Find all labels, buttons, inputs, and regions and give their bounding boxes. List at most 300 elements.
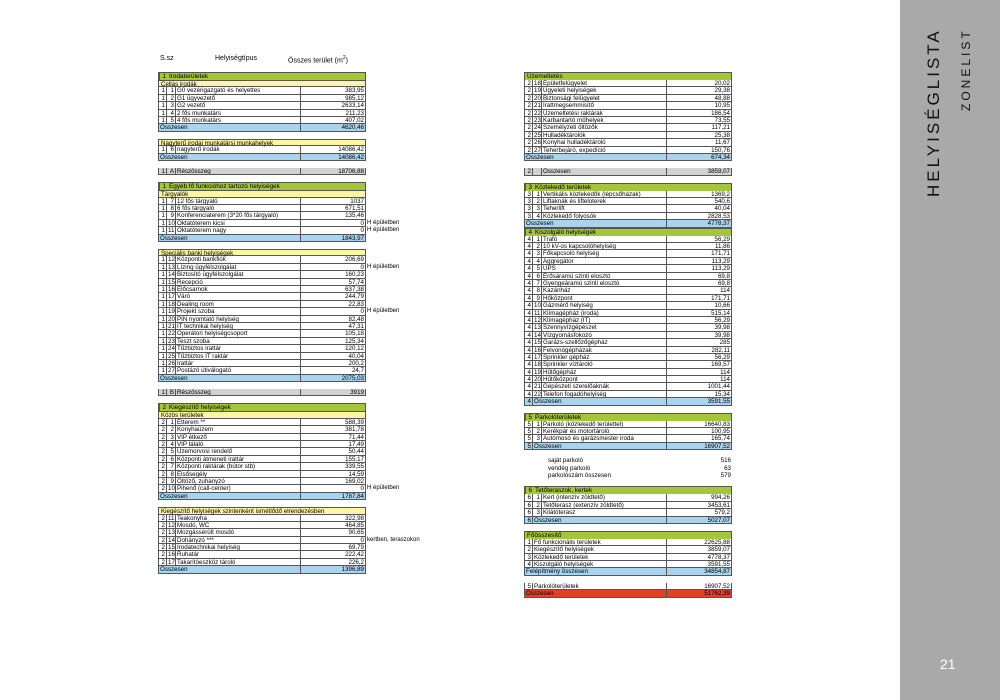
row-number-2: 5 bbox=[166, 117, 175, 123]
section-number: 2 bbox=[159, 404, 167, 411]
row-name: Felvonógépházak bbox=[541, 347, 666, 353]
row-name: Konferenciaterem (3*20 fős tárgyaló) bbox=[175, 212, 300, 218]
section-header bbox=[524, 486, 732, 494]
row-number-1: 2 bbox=[524, 132, 532, 138]
table-row bbox=[524, 509, 732, 516]
row-number-1: 1 bbox=[158, 146, 166, 152]
table-row bbox=[158, 367, 366, 374]
section-header bbox=[524, 72, 732, 80]
row-number-1: 1 bbox=[158, 95, 166, 101]
table-row bbox=[524, 250, 732, 257]
row-value: 1843,97 bbox=[300, 235, 366, 241]
spacer bbox=[158, 382, 366, 389]
row-number-2: 9 bbox=[532, 295, 541, 301]
row-name: VIP étkező bbox=[175, 434, 300, 440]
table-row bbox=[524, 354, 732, 361]
parking-value: 516 bbox=[720, 457, 731, 465]
row-name: Részösszeg bbox=[175, 168, 300, 174]
right-column bbox=[524, 72, 732, 598]
row-number-2: 13 bbox=[534, 324, 541, 331]
table-row bbox=[524, 280, 732, 287]
row-value: 3453,61 bbox=[666, 502, 732, 508]
parking-count-row bbox=[524, 465, 732, 472]
row-name: Vízgyomásfokozó bbox=[541, 332, 666, 338]
row-number-2: 3 bbox=[166, 102, 175, 108]
row-name: Gépészeti szerelőaknák bbox=[541, 383, 666, 389]
total-row bbox=[524, 154, 732, 161]
row-number-2: 1 bbox=[532, 191, 541, 197]
row-number-1: 1 bbox=[158, 205, 166, 211]
row-name: Kiegészítő helyiségek bbox=[532, 546, 666, 552]
row-number-1: 2 bbox=[158, 515, 166, 521]
table-row bbox=[158, 441, 366, 448]
row-name: Dealing room bbox=[175, 301, 300, 307]
row-number-1: 4 bbox=[524, 302, 532, 308]
table-row bbox=[158, 95, 366, 102]
row-value: 24,7 bbox=[300, 367, 366, 373]
row-number-2: 1 bbox=[532, 236, 541, 242]
section-label: Kiszolgáló helyiségek bbox=[535, 228, 597, 236]
row-number-2: 26 bbox=[534, 139, 541, 146]
row-number-2: 5 bbox=[166, 448, 175, 454]
row-number-2: 13 bbox=[168, 263, 175, 271]
row-name: Klímagépház (iroda) bbox=[541, 310, 666, 316]
row-number-1: 3 bbox=[524, 191, 532, 197]
total-row bbox=[524, 398, 732, 405]
row-name: Hőközpont bbox=[541, 295, 666, 301]
row-name: Ügyeleti helyiségek bbox=[541, 87, 666, 93]
row-number-1: 2 bbox=[524, 147, 532, 153]
table-row bbox=[158, 219, 400, 227]
row-number-1: 4 bbox=[524, 561, 532, 567]
row-name: IT technikai helyiség bbox=[175, 323, 300, 329]
table-row bbox=[524, 102, 732, 109]
row-number-1: 3 bbox=[524, 205, 532, 211]
row-number-1: 6 bbox=[524, 502, 532, 508]
row-number-2: 12 bbox=[168, 256, 175, 263]
row-name: Gyengeáramú szinti elosztó bbox=[541, 280, 666, 286]
row-value: 25,38 bbox=[666, 132, 732, 138]
section-number: 1 bbox=[159, 73, 167, 80]
table-row bbox=[524, 539, 732, 546]
row-number-2 bbox=[532, 168, 541, 174]
row-value: 125,34 bbox=[300, 338, 366, 344]
row-number-1: 1 bbox=[158, 301, 166, 307]
section-label: Egyéb fő funkcióhoz tartozó helyiségek bbox=[169, 183, 280, 191]
row-number-1: 4 bbox=[524, 295, 532, 301]
row-number-1: 4 bbox=[524, 347, 532, 353]
row-name: Étterem ** bbox=[175, 419, 300, 425]
row-name: Személyzeti öltözők bbox=[541, 124, 666, 130]
row-number-1: 4 bbox=[524, 287, 532, 293]
table-row bbox=[158, 448, 366, 455]
row-name: Összesen bbox=[158, 154, 300, 160]
row-number-1: 2 bbox=[524, 102, 532, 108]
row-number-2: 11 bbox=[534, 309, 541, 316]
section-number: 6 bbox=[525, 487, 533, 494]
row-number-1: 4 bbox=[524, 280, 532, 286]
row-value: 40,04 bbox=[666, 205, 732, 211]
section-number: 3 bbox=[525, 184, 533, 191]
table-row bbox=[524, 369, 732, 376]
table-row bbox=[158, 316, 366, 323]
table-row bbox=[524, 124, 732, 131]
row-value: 16907,52 bbox=[666, 583, 732, 589]
row-name: Teherlift bbox=[541, 205, 666, 211]
row-number-2: 6 bbox=[532, 273, 541, 279]
row-name: Összesen bbox=[524, 154, 666, 160]
row-number-2: 8 bbox=[166, 205, 175, 211]
row-value: 69,8 bbox=[666, 280, 732, 286]
row-number-1: 1 bbox=[158, 271, 166, 277]
table-row bbox=[158, 301, 366, 308]
table-row bbox=[524, 191, 732, 198]
row-number-2: 10 bbox=[534, 302, 541, 309]
row-number-1: 1 bbox=[158, 87, 166, 93]
row-number-1: 1 bbox=[158, 293, 166, 299]
row-value: 169,02 bbox=[300, 478, 366, 484]
row-name: Közlekedő folyosók bbox=[541, 213, 666, 219]
row-number-2: 4 bbox=[532, 213, 541, 219]
row-name: Összesen bbox=[158, 124, 300, 130]
row-name: Összesen bbox=[158, 375, 300, 381]
section-number: 5 bbox=[525, 414, 533, 421]
row-number-2: B bbox=[166, 389, 175, 395]
row-number-1: 6 bbox=[524, 517, 532, 523]
row-number-1: 1 bbox=[158, 198, 166, 204]
row-name: Kert (intenzív zöldtető) bbox=[541, 494, 666, 500]
row-number-2: 10 bbox=[168, 219, 175, 227]
row-name: Recepció bbox=[175, 279, 300, 285]
row-value: 29,38 bbox=[666, 87, 732, 93]
table-row bbox=[158, 478, 366, 485]
row-number-1: 1 bbox=[158, 367, 166, 373]
row-number-1: 2 bbox=[158, 559, 166, 565]
row-number-1: 1 bbox=[158, 316, 166, 322]
row-name: Dohányzó *** bbox=[175, 537, 300, 543]
total-row bbox=[524, 168, 732, 175]
sidebar-subtitle: ZONELIST bbox=[959, 28, 973, 111]
table-row bbox=[524, 147, 732, 154]
table-row bbox=[158, 529, 366, 536]
section-label: Üzemeltetés bbox=[527, 73, 563, 80]
table-row bbox=[158, 205, 366, 212]
row-number-2: 6 bbox=[166, 456, 175, 462]
row-name: Sprinkler víztároló bbox=[541, 361, 666, 367]
row-name: G1 ügyvezető bbox=[175, 95, 300, 101]
row-number-2: 16 bbox=[534, 346, 541, 353]
row-value: 51762,39 bbox=[666, 590, 732, 596]
table-row bbox=[158, 212, 366, 219]
table-row bbox=[524, 302, 732, 309]
row-number-2: 16 bbox=[168, 285, 175, 293]
total-row bbox=[158, 493, 366, 500]
row-value: 150,76 bbox=[666, 147, 732, 153]
row-number-1: 5 bbox=[524, 443, 532, 449]
row-number-2: 27 bbox=[168, 367, 175, 374]
row-name: Kilátóterasz bbox=[541, 509, 666, 515]
table-row bbox=[158, 308, 400, 315]
row-name: Tűzbiztos IT raktár bbox=[175, 353, 300, 359]
row-number-1: 1 bbox=[158, 338, 166, 344]
table-row bbox=[158, 463, 366, 470]
row-number-1: 1 bbox=[158, 264, 166, 270]
parking-count-row bbox=[524, 457, 732, 464]
row-value: 222,42 bbox=[300, 551, 366, 557]
row-value: 1001,44 bbox=[666, 383, 732, 389]
row-number-2: 14 bbox=[168, 271, 175, 278]
table-row bbox=[524, 198, 732, 205]
row-number-1: 2 bbox=[524, 124, 532, 130]
row-number-2: 2 bbox=[166, 95, 175, 101]
row-value: 18706,88 bbox=[300, 168, 366, 174]
row-value: 169,57 bbox=[666, 361, 732, 367]
row-name: Részösszeg bbox=[175, 389, 300, 395]
row-number-1: 2 bbox=[158, 471, 166, 477]
row-value: 515,14 bbox=[666, 310, 732, 316]
row-name: Összesen bbox=[541, 168, 666, 174]
row-name: nagyterű irodák bbox=[175, 146, 300, 152]
row-value: 34854,87 bbox=[666, 568, 732, 574]
section-header bbox=[158, 182, 366, 190]
row-value: 579,2 bbox=[666, 509, 732, 515]
row-number-2: 9 bbox=[166, 212, 175, 218]
row-number-1: 4 bbox=[524, 332, 532, 338]
header-col-area: Összes terület $(m^2)$ bbox=[288, 55, 348, 65]
row-number-1: 5 bbox=[524, 583, 532, 589]
row-value: 57,74 bbox=[300, 279, 366, 285]
row-name: Összesen bbox=[524, 590, 666, 596]
row-number-1: 4 bbox=[524, 317, 532, 323]
row-value: 1787,84 bbox=[300, 493, 366, 499]
table-row bbox=[158, 544, 366, 551]
row-value: 0 bbox=[300, 227, 366, 233]
row-number-1: 6 bbox=[524, 509, 532, 515]
row-value: 3591,55 bbox=[666, 561, 732, 567]
row-value: 3919 bbox=[300, 389, 366, 395]
table-row bbox=[158, 87, 366, 94]
row-number-2: 15 bbox=[168, 278, 175, 285]
row-name: Központi bankfiók bbox=[175, 256, 300, 262]
row-number-1: 2 bbox=[524, 117, 532, 123]
row-value: 40,04 bbox=[300, 353, 366, 359]
row-value: 82,48 bbox=[300, 316, 366, 322]
table-row bbox=[524, 361, 732, 368]
row-value: 226,2 bbox=[300, 559, 366, 565]
row-number-1: 1 bbox=[158, 389, 166, 395]
row-name: G2 vezető bbox=[175, 102, 300, 108]
row-name: Trafó bbox=[541, 236, 666, 242]
row-number-2: 21 bbox=[534, 102, 541, 109]
row-value: 285 bbox=[666, 339, 732, 345]
row-number-1: 4 bbox=[524, 361, 532, 367]
table-row bbox=[158, 279, 366, 286]
row-value: 5027,07 bbox=[666, 517, 732, 523]
parking-value: 579 bbox=[720, 471, 731, 479]
row-name: Parkoló (közlekedő területtel) bbox=[541, 421, 666, 427]
row-number-1: 1 bbox=[158, 330, 166, 336]
row-value: 56,29 bbox=[666, 236, 732, 242]
row-value: 14086,42 bbox=[300, 154, 366, 160]
row-value: 674,34 bbox=[666, 154, 732, 160]
row-value: 1369,2 bbox=[666, 191, 732, 197]
section-label: Közlekedő területek bbox=[535, 183, 592, 191]
row-number-2: 20 bbox=[534, 376, 541, 383]
row-name: Biztonsági felügyelet bbox=[541, 95, 666, 101]
row-name: 12 fős tárgyaló bbox=[175, 198, 300, 204]
row-number-2: 23 bbox=[168, 337, 175, 345]
row-number-1: 4 bbox=[524, 236, 532, 242]
total-row bbox=[524, 517, 732, 524]
row-number-2: 4 bbox=[532, 258, 541, 264]
row-name: Központi raktárak (bútor stb) bbox=[175, 463, 300, 469]
section-label: Kiegészítő helyiségek bbox=[169, 404, 231, 412]
row-value: 211,23 bbox=[300, 110, 366, 116]
row-number-1: 5 bbox=[524, 421, 532, 427]
row-number-2: 2 bbox=[532, 243, 541, 249]
row-name: Hűtőgépház bbox=[541, 369, 666, 375]
row-value: 383,95 bbox=[300, 87, 366, 93]
table-row bbox=[158, 256, 366, 263]
row-value: 3859,07 bbox=[666, 168, 732, 174]
spacer bbox=[158, 242, 366, 249]
spacer bbox=[524, 479, 732, 486]
row-value: 322,98 bbox=[300, 515, 366, 521]
row-number-2: 11 bbox=[168, 227, 175, 234]
row-number-2: 6 bbox=[166, 146, 175, 152]
row-number-2: 25 bbox=[168, 352, 175, 359]
section-header bbox=[158, 403, 366, 411]
row-number-1: 2 bbox=[158, 448, 166, 454]
table-row bbox=[158, 102, 366, 109]
total-row bbox=[524, 220, 732, 227]
table-row bbox=[524, 139, 732, 146]
row-value: 160,23 bbox=[300, 271, 366, 277]
total-row bbox=[158, 375, 366, 382]
table-row bbox=[158, 536, 420, 544]
table-row bbox=[158, 456, 366, 463]
row-value: 407,02 bbox=[300, 117, 366, 123]
row-name: Irattár bbox=[175, 360, 300, 366]
row-number-1: 2 bbox=[158, 522, 166, 528]
table-row bbox=[524, 317, 732, 324]
row-number-1: 2 bbox=[524, 80, 532, 86]
table-row bbox=[524, 213, 732, 220]
row-name: Szennyvízgépészet bbox=[541, 324, 666, 330]
spacer bbox=[524, 161, 732, 168]
row-value: 39,98 bbox=[666, 332, 732, 338]
row-note: H épületben bbox=[367, 227, 400, 234]
total-row bbox=[158, 566, 366, 573]
row-number-2: 19 bbox=[534, 87, 541, 94]
row-number-1: 2 bbox=[524, 168, 532, 174]
row-value: 200,2 bbox=[300, 360, 366, 366]
row-number-1: 1 bbox=[524, 539, 532, 545]
row-number-1: 3 bbox=[524, 198, 532, 204]
row-name: Erősáramú szinti elosztó bbox=[541, 273, 666, 279]
row-value: 171,71 bbox=[666, 250, 732, 256]
total-row bbox=[158, 235, 366, 242]
table-row bbox=[158, 146, 366, 153]
row-value: 2075,03 bbox=[300, 375, 366, 381]
table-row bbox=[158, 345, 366, 352]
row-value: 69,79 bbox=[300, 544, 366, 550]
row-number-2: 2 bbox=[532, 428, 541, 434]
row-number-2: 8 bbox=[532, 287, 541, 293]
header-col-number: S.sz bbox=[160, 55, 174, 62]
table-row bbox=[524, 287, 732, 294]
row-number-2: 12 bbox=[168, 521, 175, 529]
row-number-2: 26 bbox=[168, 359, 175, 367]
row-number-1: 2 bbox=[158, 537, 166, 543]
row-value: 155,17 bbox=[300, 456, 366, 462]
row-number-2: 19 bbox=[534, 368, 541, 376]
row-value: 22625,88 bbox=[666, 539, 732, 545]
row-number-2: 22 bbox=[534, 390, 541, 398]
table-row bbox=[158, 471, 366, 478]
row-number-2: 18 bbox=[534, 361, 541, 368]
row-name: PIN nyomtató helyiség bbox=[175, 316, 300, 322]
row-number-2: 2 bbox=[532, 502, 541, 508]
section-number: 1 bbox=[159, 183, 167, 190]
section-header bbox=[524, 228, 732, 236]
row-number-1: 1 bbox=[158, 345, 166, 351]
row-value: 2633,14 bbox=[300, 102, 366, 108]
row-value: 16640,83 bbox=[666, 421, 732, 427]
total-row bbox=[158, 168, 366, 175]
table-row bbox=[524, 494, 732, 501]
row-number-2: 13 bbox=[168, 529, 175, 536]
row-number-1: 1 bbox=[158, 117, 166, 123]
row-number-2: 20 bbox=[168, 315, 175, 322]
row-name: Autómosó és garázsmester iroda bbox=[541, 435, 666, 441]
row-number-2: 3 bbox=[532, 435, 541, 441]
row-number-2: 23 bbox=[534, 116, 541, 124]
row-number-1: 2 bbox=[524, 546, 532, 552]
row-number-1: 1 bbox=[158, 256, 166, 262]
row-number-1: 2 bbox=[158, 441, 166, 447]
row-value: 165,74 bbox=[666, 435, 732, 441]
row-name: Kazánház bbox=[541, 287, 666, 293]
row-name: Öltöző, zuhanyzó bbox=[175, 478, 300, 484]
row-value: 994,26 bbox=[666, 494, 732, 500]
table-row bbox=[158, 323, 366, 330]
row-value: 22,83 bbox=[300, 301, 366, 307]
row-number-1: 1 bbox=[158, 323, 166, 329]
row-number-1: 4 bbox=[524, 310, 532, 316]
total-row bbox=[524, 443, 732, 450]
row-name: Konyhaüzem bbox=[175, 426, 300, 432]
row-number-2: 7 bbox=[166, 463, 175, 469]
row-number-2: 5 bbox=[532, 265, 541, 271]
row-number-1: 4 bbox=[524, 376, 532, 382]
row-value: 3591,55 bbox=[666, 398, 732, 404]
table-row bbox=[524, 546, 732, 553]
row-value: 113,29 bbox=[666, 265, 732, 271]
row-name: Összesen bbox=[524, 220, 666, 226]
row-name: Összesen bbox=[158, 493, 300, 499]
table-row bbox=[524, 332, 732, 339]
row-number-1: 2 bbox=[158, 485, 166, 491]
row-number-2: 2 bbox=[532, 198, 541, 204]
row-number-1: 6 bbox=[524, 494, 532, 500]
row-name: Összesen bbox=[158, 235, 300, 241]
total-row bbox=[524, 590, 732, 597]
row-value: 17,49 bbox=[300, 441, 366, 447]
row-number-2: 24 bbox=[168, 345, 175, 352]
row-number-1: 2 bbox=[524, 87, 532, 93]
row-number-2: 21 bbox=[168, 322, 175, 330]
